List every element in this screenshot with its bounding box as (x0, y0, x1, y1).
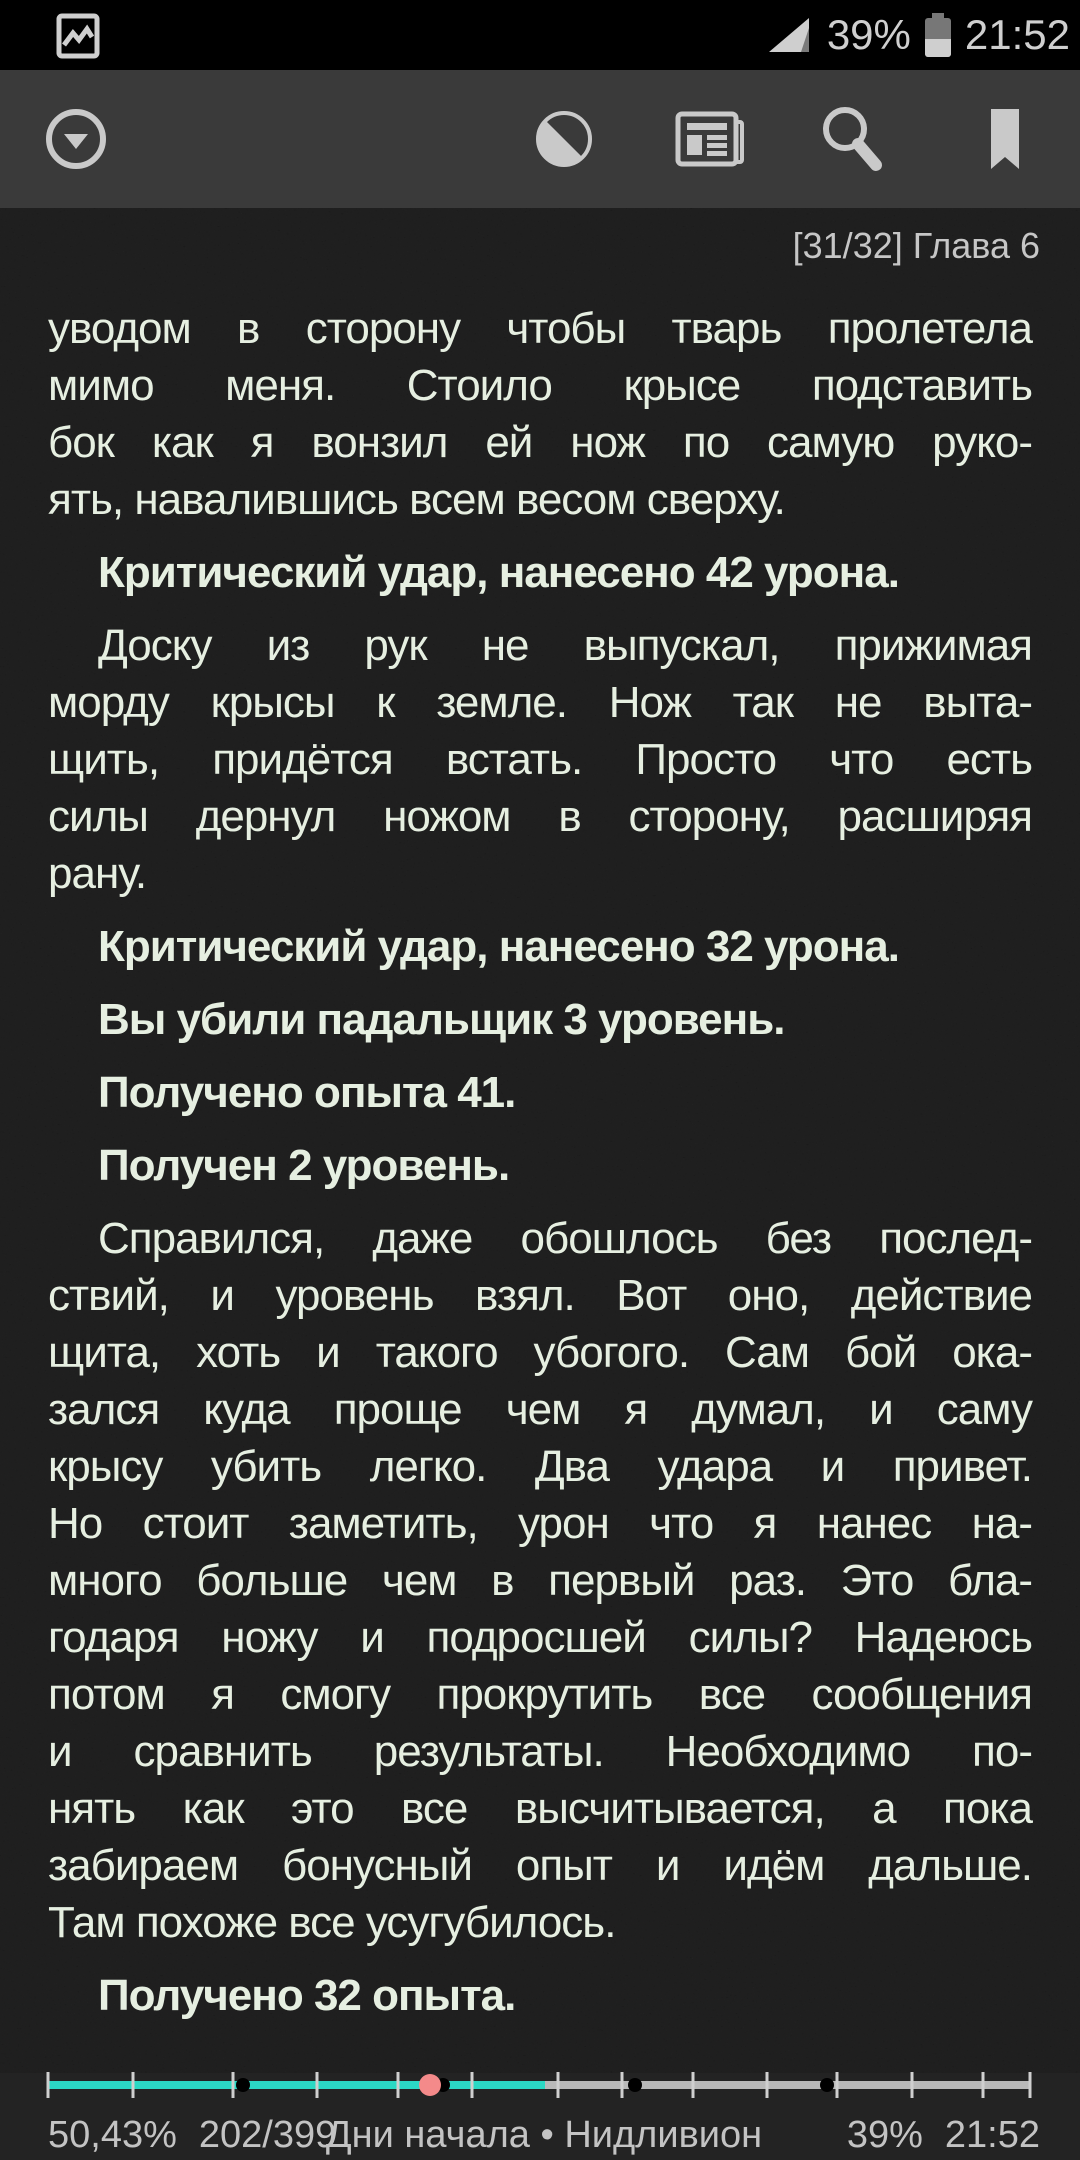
game-message-paragraph (48, 1137, 1032, 1194)
page-header: [31/32] Глава 6 (792, 225, 1040, 266)
battery-icon (921, 11, 955, 59)
game-message-paragraph (48, 1064, 1032, 1121)
text-line: морду крысы к земле. Нож так не выта- (48, 678, 1032, 727)
chapter-tick (396, 2072, 399, 2098)
chapter-tick (911, 2072, 914, 2098)
text-line: Критический удар, нанесено 32 урона. (98, 922, 899, 971)
footer-book-title: Дни начала • Нидливион (325, 2114, 763, 2156)
chapter-tick (47, 2072, 50, 2098)
game-message-paragraph (48, 918, 1032, 975)
chapter-tick (1029, 2072, 1032, 2098)
text-line: рану. (48, 849, 147, 898)
text-line: Справился, даже обошлось без послед- (98, 1214, 1032, 1263)
progress-ruler[interactable] (48, 2071, 1030, 2099)
body-paragraph (48, 1210, 1032, 1951)
chapter-tick (471, 2072, 474, 2098)
reading-mode-icon (674, 110, 746, 168)
chapter-tick (556, 2072, 559, 2098)
text-line: забираем бонусный опыт и идём дальше. (48, 1841, 1032, 1890)
text-line: зался куда проще чем я думал, и саму (48, 1385, 1032, 1434)
text-line: уводом в сторону чтобы тварь пролетела (48, 304, 1032, 353)
text-line: силы дернул ножом в сторону, расширяя (48, 792, 1032, 841)
text-line: Получен 2 уровень. (98, 1141, 510, 1190)
status-time: 21:52 (964, 11, 1070, 58)
text-line: много больше чем в первый раз. Это бла- (48, 1556, 1032, 1605)
reading-mode-button[interactable] (674, 70, 746, 208)
contrast-icon (532, 107, 596, 171)
text-line: годаря ножу и подросшей силы? Надеюсь (48, 1613, 1032, 1662)
body-paragraph (48, 300, 1032, 528)
text-line: крысу убить легко. Два удара и привет. (48, 1442, 1032, 1491)
text-line: бок как я вонзил ей нож по самую руко- (48, 418, 1032, 467)
book-text (48, 300, 1032, 2024)
chapter-tick (692, 2072, 695, 2098)
body-paragraph (48, 617, 1032, 902)
text-line: Получено опыта 41. (98, 1068, 516, 1117)
text-line: ствий, и уровень взял. Вот оно, действие (48, 1271, 1032, 1320)
game-message-paragraph (48, 991, 1032, 1048)
text-line: нять как это все высчитывается, а пока (48, 1784, 1032, 1833)
chapter-tick (621, 2072, 624, 2098)
chapter-tick (981, 2072, 984, 2098)
battery-percent: 39% (826, 11, 911, 58)
signal-icon (767, 16, 817, 54)
footer-battery: 39% (846, 2114, 923, 2156)
text-line: Вы убили падальщик 3 уровень. (98, 995, 785, 1044)
search-icon (812, 103, 884, 175)
footer-pages: 202/399 (198, 2114, 337, 2156)
text-line: Но стоит заметить, урон что я нанес на- (48, 1499, 1032, 1548)
contrast-button[interactable] (532, 70, 596, 208)
text-line: потом я смогу прокрутить все сообщения (48, 1670, 1032, 1719)
search-button[interactable] (812, 70, 884, 208)
bookmark-icon (990, 108, 1020, 170)
text-line: мимо меня. Стоило крысе подставить (48, 361, 1032, 410)
text-line: Доску из рук не выпускал, прижимая (98, 621, 1032, 670)
ruler-dot (236, 2078, 250, 2092)
bookmark-button[interactable] (990, 70, 1020, 208)
chapter-tick (835, 2072, 838, 2098)
chapter-tick (765, 2072, 768, 2098)
footer-status (48, 2108, 1040, 2160)
text-line: щить, придётся встать. Просто что есть (48, 735, 1032, 784)
chapter-tick (231, 2072, 234, 2098)
text-line: Там похоже все усугубилось. (48, 1898, 616, 1947)
chapter-tick (132, 2072, 135, 2098)
position-marker[interactable] (419, 2074, 441, 2096)
goto-menu-button[interactable] (43, 70, 109, 208)
text-line: щита, хоть и такого убогого. Сам бой ока- (48, 1328, 1032, 1377)
footer-battery-time (847, 2114, 1040, 2157)
footer-percent: 50,43% (48, 2114, 177, 2156)
text-line: Критический удар, нанесено 42 урона. (98, 548, 899, 597)
image-notification-icon (56, 13, 100, 59)
ruler-dot (820, 2078, 834, 2092)
game-message-paragraph (48, 1967, 1032, 2024)
goto-menu-icon (45, 108, 107, 170)
game-message-paragraph (48, 544, 1032, 601)
text-line: ять, навалившись всем весом сверху. (48, 475, 785, 524)
status-bar (0, 0, 1080, 70)
text-line: Получено 32 опыта. (98, 1971, 516, 2020)
footer-progress (48, 2114, 336, 2157)
chapter-tick (316, 2072, 319, 2098)
text-line: и сравнить результаты. Необходимо по- (48, 1727, 1032, 1776)
reading-area[interactable] (0, 208, 1080, 2073)
toolbar (0, 70, 1080, 208)
footer-time: 21:52 (944, 2114, 1040, 2156)
ruler-dot (628, 2078, 642, 2092)
